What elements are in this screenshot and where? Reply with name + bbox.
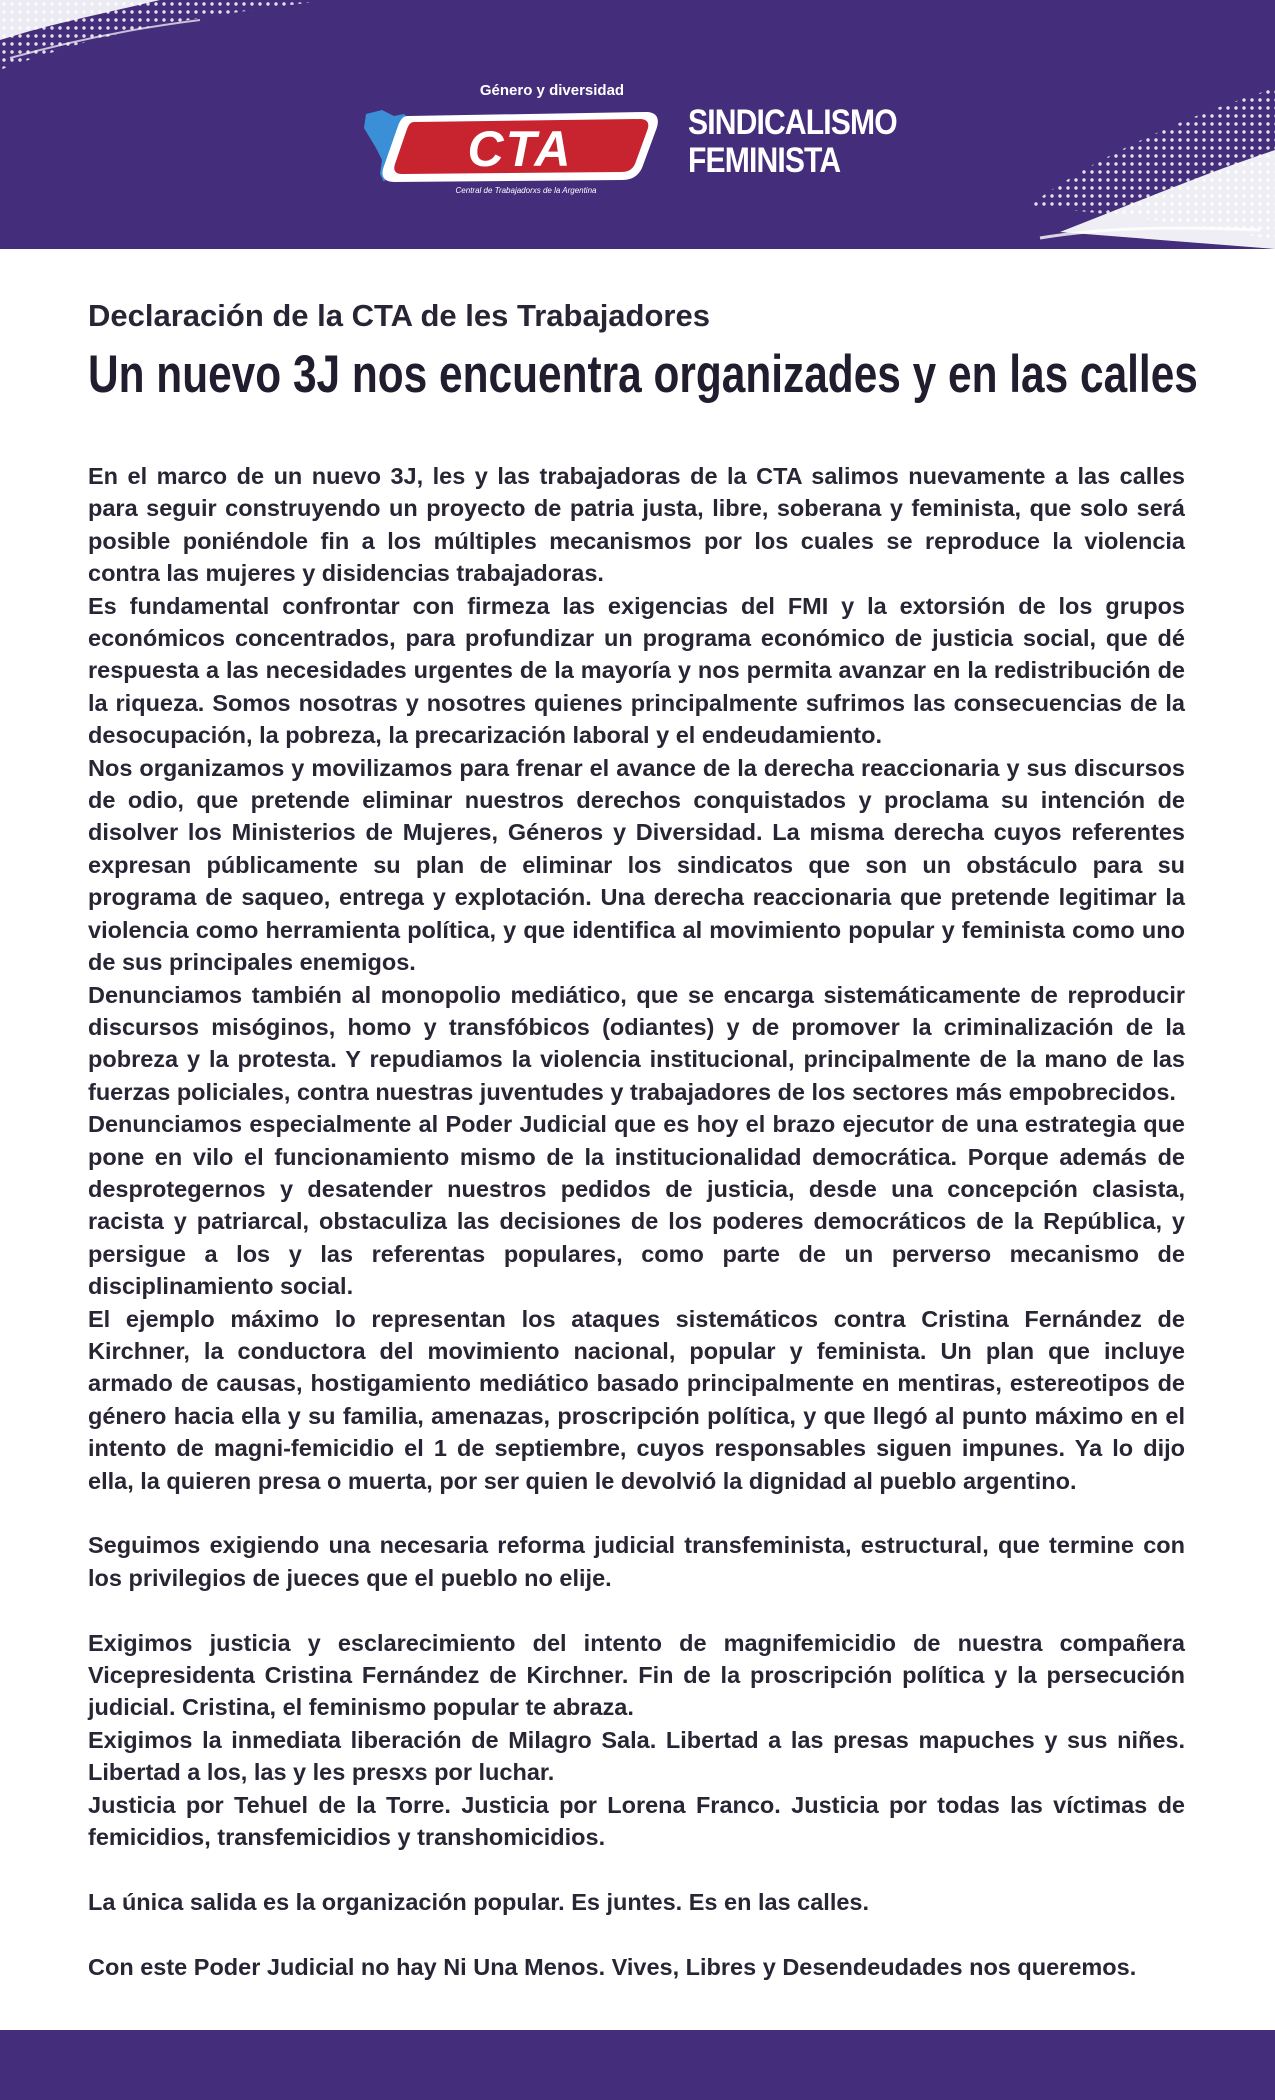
header-band (0, 0, 1275, 249)
cta-logo (360, 80, 660, 205)
document-kicker: Declaración de la CTA de les Trabajadores (88, 298, 710, 333)
paragraph: Exigimos la inmediata liberación de Milagro Sala. Libertad a las presas mapuches y sus niñes. Libertad a los, las y les presxs por luchar. (88, 1726, 1185, 1786)
paragraph: Denunciamos también al monopolio mediático, que se encarga sistemáticamente de reproducir discursos misóginos, homo y transfóbicos (odiantes) y de promover la criminalización de la pobreza y la protesta. Y repudiamos la violencia institucional, principalmente de la mano de las fuerzas policiales, contra nuestras juventudes y trabajadores de los sectores más empobrecidos. (88, 981, 1185, 1105)
paragraph: El ejemplo máximo lo representan los ataques sistemáticos contra Cristina Fernández de Kirchner, la conductora del movimiento nacional, popular y feminista. Un plan que incluye armado de causas, hostigamiento mediático basado principalmente en mentiras, estereotipos de género hacia ella y su familia, amenazas, proscripción política, y que llegó al punto máximo en el intento de magni-femicidio el 1 de septiembre, cuyos responsables siguen impunes. Ya lo dijo ella, la quieren presa o muerta, por ser quien le devolvió la dignidad al pueblo argentino. (88, 1305, 1185, 1494)
genero-label: Género y diversidad (479, 82, 625, 99)
paragraph: Es fundamental confrontar con firmeza las exigencias del FMI y la extorsión de los grupos económicos concentrados, para profundizar un programa económico de justicia social, que dé respuesta a las necesidades urgentes de la mayoría y nos permita avanzar en la redistribución de la riqueza. Somos nosotras y nosotres quienes principalmente sufrimos las consecuencias de la desocupación, la pobreza, la precarización laboral y el endeudamiento. (88, 592, 1185, 749)
paragraph: Exigimos justicia y esclarecimiento del intento de magnifemicidio de nuestra compañera Vicepresidenta Cristina Fernández de Kirchner. Fin de la proscripción política y la persecución judicial. Cristina, el feminismo popular te abraza. (88, 1629, 1185, 1721)
cta-logo-subtitle: Central de Trabajadorxs de la Argentina (455, 186, 597, 195)
cta-logo-mark (360, 104, 660, 188)
document-body (88, 460, 1185, 1983)
paragraph: Con este Poder Judicial no hay Ni Una Menos. Vives, Libres y Desendeudades nos queremos. (88, 1953, 1137, 1980)
paragraph: Denunciamos especialmente al Poder Judicial que es hoy el brazo ejecutor de una estrategia que pone en vilo el funcionamiento mismo de la institucionalidad democrática. Porque además de desprotegernos y desatender nuestros pedidos de justicia, desde una concepción clasista, racista y patriarcal, obstaculiza las decisiones de los poderes democráticos de la República, y persigue a los y las referentas populares, como parte de un perverso mecanismo de disciplinamiento social. (88, 1111, 1185, 1300)
footer-band (0, 2030, 1275, 2100)
document-content (88, 294, 1198, 1983)
paragraph: La única salida es la organización popular. Es juntes. Es en las calles. (88, 1888, 870, 1915)
cta-logo-text: CTA (467, 121, 573, 177)
document-title: Un nuevo 3J nos encuentra organizades y en las calles (88, 345, 1198, 404)
paragraph: Justicia por Tehuel de la Torre. Justicia por Lorena Franco. Justicia por todas las víctimas de femicidios, transfemicidios y transhomicidios. (88, 1791, 1185, 1851)
paragraph: Seguimos exigiendo una necesaria reforma judicial transfeminista, estructural, que termine con los privilegios de jueces que el pueblo no elije. (88, 1532, 1185, 1591)
brand-line-1: SINDICALISMO (688, 103, 897, 142)
brand-title (688, 104, 897, 180)
paragraph: Nos organizamos y movilizamos para frenar el avance de la derecha reaccionaria y sus discursos de odio, que pretende eliminar nuestros derechos conquistados y proclama su intención de disolver los Ministerios de Mujeres, Géneros y Diversidad. La misma derecha cuyos referentes expresan públicamente su plan de eliminar los sindicatos que son un obstáculo para su programa de saqueo, entrega y explotación. Una derecha reaccionaria que pretende legitimar la violencia como herramienta política, y que identifica al movimiento popular y feminista como uno de sus principales enemigos. (88, 754, 1185, 976)
paragraph: En el marco de un nuevo 3J, les y las trabajadoras de la CTA salimos nuevamente a las calles para seguir construyendo un proyecto de patria justa, libre, soberana y feminista, que solo será posible poniéndole fin a los múltiples mecanismos por los cuales se reproduce la violencia contra las mujeres y disidencias trabajadoras. (88, 463, 1185, 587)
brand-line-2: FEMINISTA (688, 141, 841, 180)
